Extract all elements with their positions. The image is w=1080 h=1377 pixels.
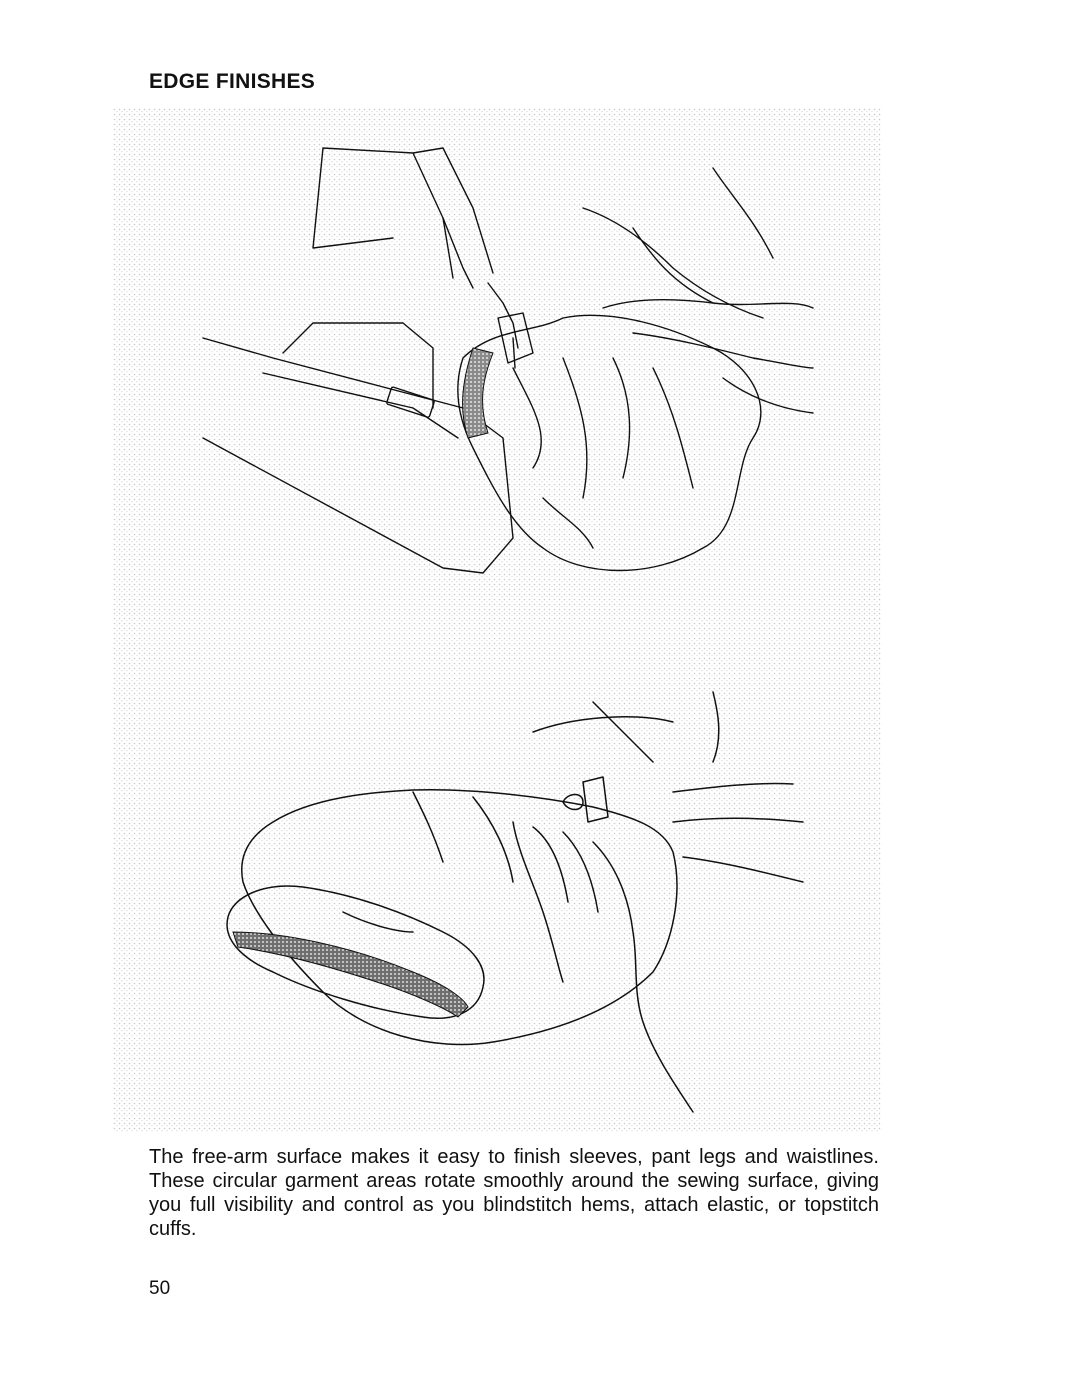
illustration-elastic-cuff-on-free-arm: [113, 612, 881, 1132]
caption-paragraph: The free-arm surface makes it easy to finish sleeves, pant legs and waistlines. These circular garment areas rotate smoothly around the sewing surface, giving you full visibility and control as you blindstitch hems, attach elastic, or topstitch cuffs.: [149, 1146, 879, 1240]
stipple-background: [113, 108, 881, 614]
section-title: EDGE FINISHES: [149, 70, 316, 93]
page-number: 50: [149, 1278, 171, 1299]
illustration-sleeve-on-free-arm: [113, 108, 881, 614]
stipple-background-2: [113, 612, 881, 1132]
